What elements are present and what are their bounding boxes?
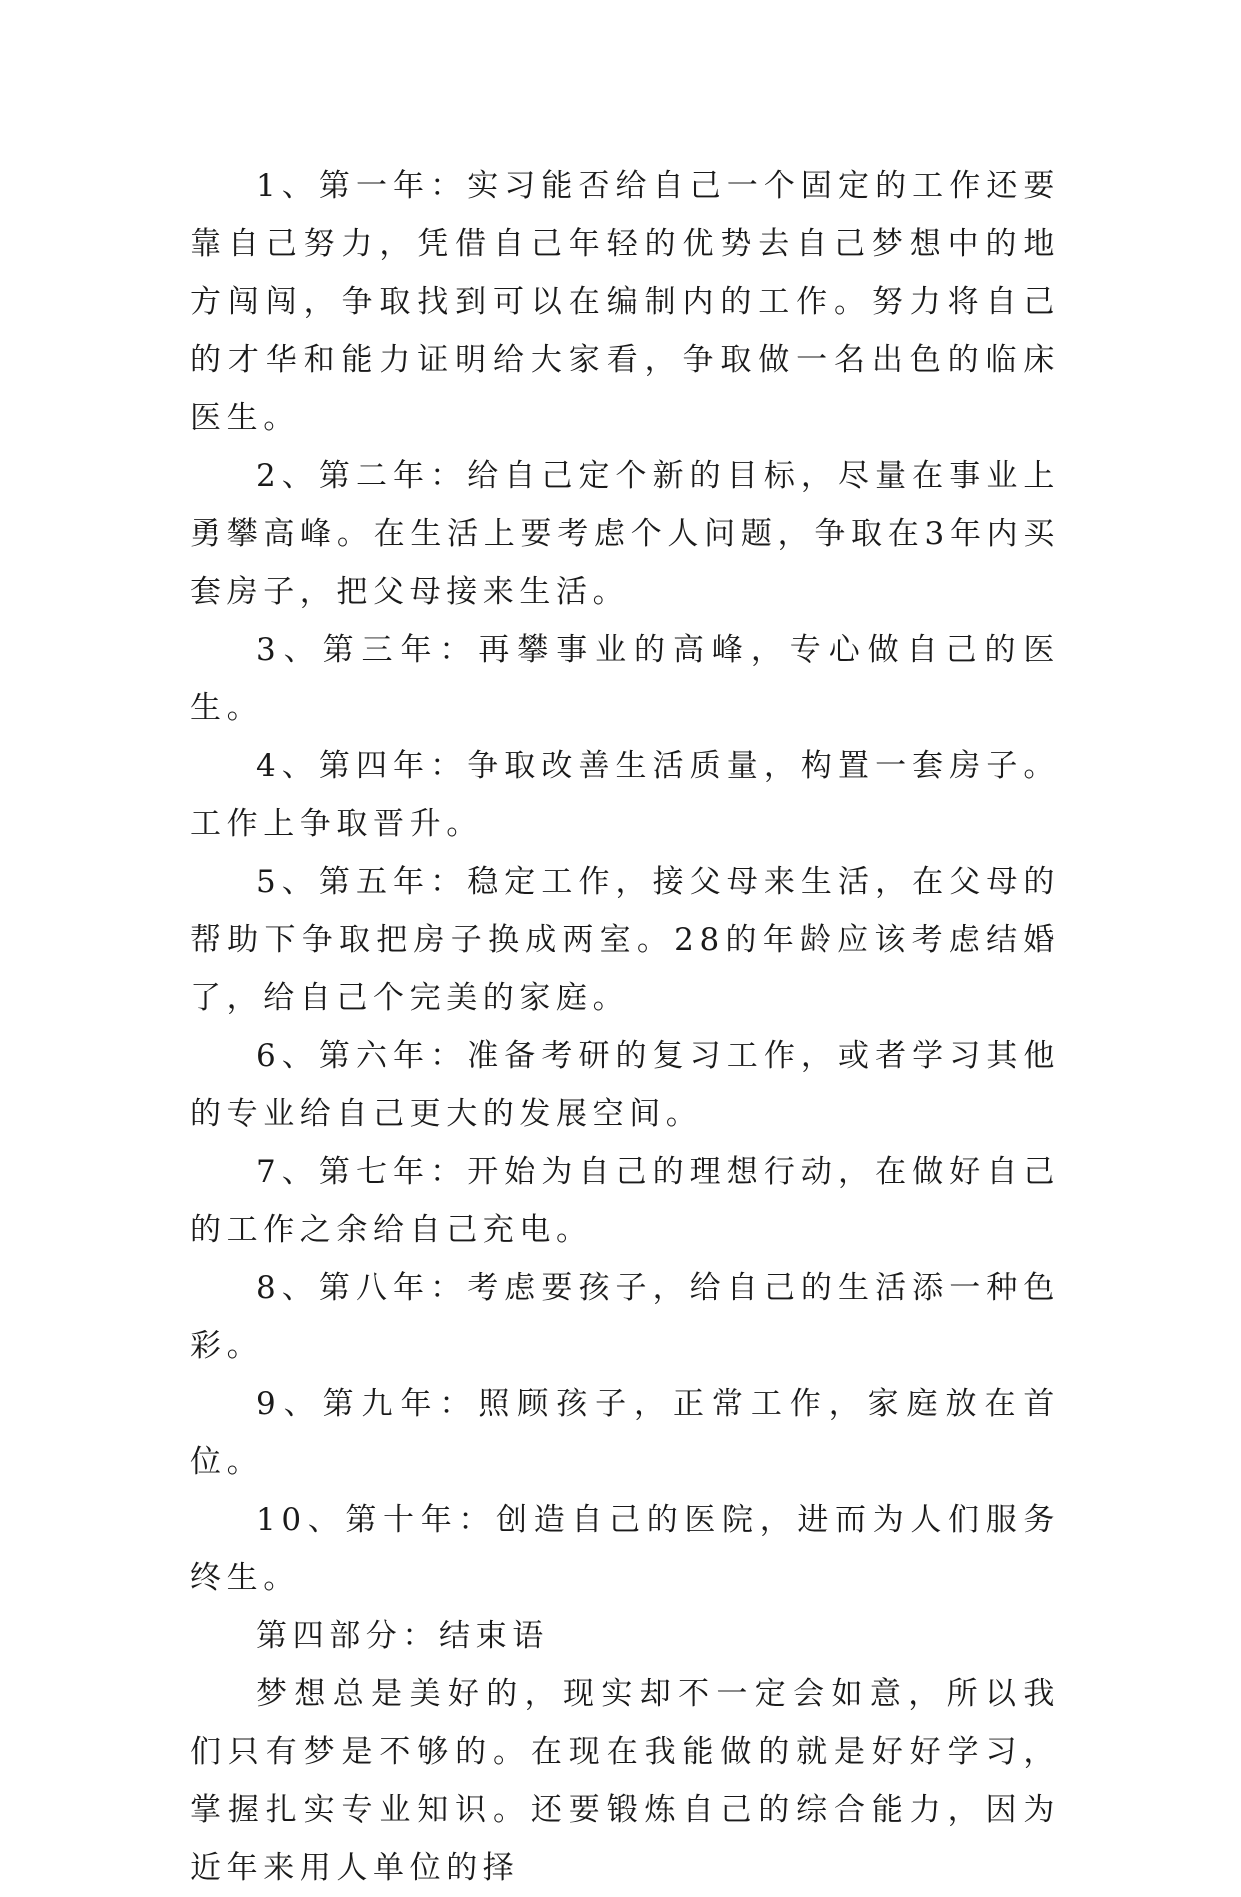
paragraph-year-9: 9、第九年：照顾孩子，正常工作，家庭放在首位。 <box>190 1386 1060 1480</box>
document-body <box>190 157 1060 1897</box>
paragraph-year-2: 2、第二年：给自己定个新的目标，尽量在事业上勇攀高峰。在生活上要考虑个人问题，争取在3年内买套房子，把父母接来生活。 <box>190 458 1060 610</box>
paragraph-year-8: 8、第八年：考虑要孩子，给自己的生活添一种色彩。 <box>190 1270 1060 1364</box>
paragraph-year-10: 10、第十年：创造自己的医院，进而为人们服务终生。 <box>190 1502 1060 1596</box>
paragraph-year-4: 4、第四年：争取改善生活质量，构置一套房子。工作上争取晋升。 <box>190 748 1060 842</box>
paragraph-year-7: 7、第七年：开始为自己的理想行动，在做好自己的工作之余给自己充电。 <box>190 1154 1060 1248</box>
paragraph-year-6: 6、第六年：准备考研的复习工作，或者学习其他的专业给自己更大的发展空间。 <box>190 1038 1060 1132</box>
paragraph-conclusion: 梦想总是美好的，现实却不一定会如意，所以我们只有梦是不够的。在现在我能做的就是好好学习，掌握扎实专业知识。还要锻炼自己的综合能力，因为近年来用人单位的择 <box>190 1676 1060 1886</box>
paragraph-year-1: 1、第一年：实习能否给自己一个固定的工作还要靠自己努力，凭借自己年轻的优势去自己梦想中的地方闯闯，争取找到可以在编制内的工作。努力将自己的才华和能力证明给大家看，争取做一名出色的临床医生。 <box>190 168 1060 436</box>
section-heading: 第四部分：结束语 <box>256 1618 549 1654</box>
paragraph-year-5: 5、第五年：稳定工作，接父母来生活，在父母的帮助下争取把房子换成两室。28的年龄应该考虑结婚了，给自己个完美的家庭。 <box>190 864 1060 1016</box>
paragraph-year-3: 3、第三年：再攀事业的高峰，专心做自己的医生。 <box>190 632 1060 726</box>
